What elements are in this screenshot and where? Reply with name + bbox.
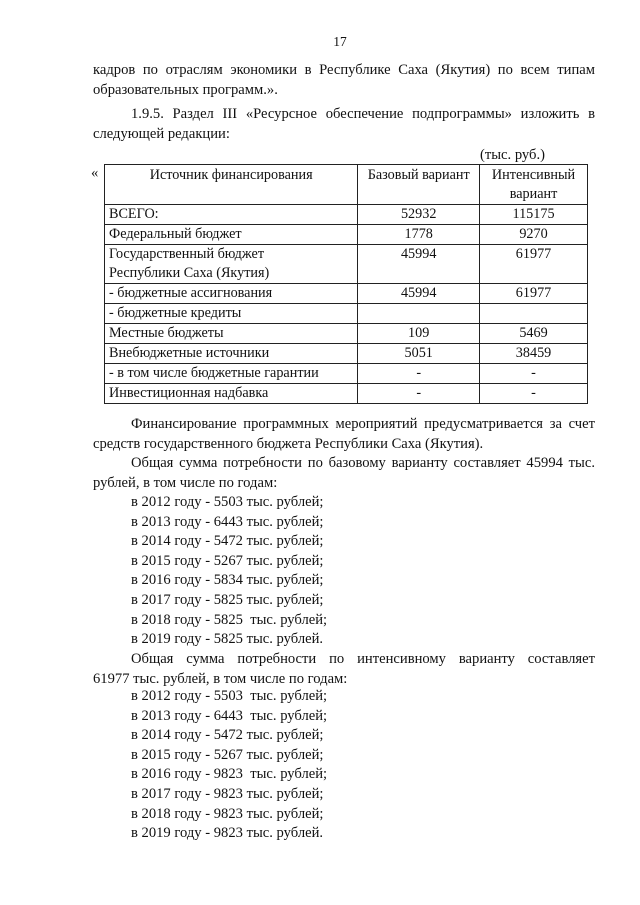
section-line-2: следующей редакции: (93, 126, 230, 142)
list-item: в 2019 году - 9823 тыс. рублей. (131, 825, 324, 842)
row-intensive: 61977 (480, 245, 588, 284)
intro-line-1: кадров по отраслям экономики в Республике Саха (Якутия) по всем типам (93, 62, 595, 78)
list-item: в 2018 году - 5825 тыс. рублей; (131, 611, 328, 628)
list-item: в 2015 году - 5267 тыс. рублей; (131, 746, 324, 763)
list-item: в 2013 году - 6443 тыс. рублей; (131, 707, 328, 724)
header-intensive (480, 165, 588, 205)
list-item: в 2014 году - 5472 тыс. рублей; (131, 533, 324, 550)
list-item: в 2013 году - 6443 тыс. рублей; (131, 513, 324, 530)
table-row (105, 344, 588, 364)
section-line-1: 1.9.5. Раздел III «Ресурсное обеспечение подпрограммы» изложить в (131, 106, 595, 122)
row-source: Инвестиционная надбавка (105, 384, 358, 404)
unit-note: (тыс. руб.) (480, 147, 545, 163)
table-row (105, 384, 588, 404)
list-item: в 2019 году - 5825 тыс. рублей. (131, 631, 324, 648)
header-intensive-line2: вариант (509, 186, 558, 202)
row-base: 45994 (358, 245, 480, 284)
header-intensive-line1: Интенсивный (491, 167, 576, 183)
financing-table (104, 164, 588, 404)
row-intensive: - (480, 364, 588, 384)
row-source: - бюджетные ассигнования (105, 284, 358, 304)
row-source: ВСЕГО: (105, 205, 358, 225)
base-years-list (131, 493, 327, 650)
list-item: в 2016 году - 9823 тыс. рублей; (131, 766, 328, 783)
row-source: - бюджетные кредиты (105, 304, 358, 324)
table-row (105, 225, 588, 245)
intensive-years-list (131, 687, 327, 844)
table-row (105, 205, 588, 225)
intro-paragraph (93, 60, 595, 100)
list-item: в 2018 году - 9823 тыс. рублей; (131, 805, 324, 822)
row-source: Местные бюджеты (105, 324, 358, 344)
row-source-line2: Республики Саха (Якутия) (109, 265, 270, 281)
row-base: 1778 (358, 225, 480, 245)
intensive-total-paragraph (93, 649, 595, 689)
base-total-paragraph (93, 453, 595, 493)
list-item: в 2016 году - 5834 тыс. рублей; (131, 572, 324, 589)
row-source (105, 245, 358, 284)
table-row (105, 284, 588, 304)
row-base (358, 304, 480, 324)
row-base: - (358, 384, 480, 404)
row-base: 109 (358, 324, 480, 344)
row-source-line1: Государственный бюджет (109, 246, 265, 262)
financing-line-2: средств государственного бюджета Республики Саха (Якутия). (93, 436, 484, 452)
header-base: Базовый вариант (358, 165, 480, 205)
intensive-total-line-2: 61977 тыс. рублей, в том числе по годам: (93, 671, 348, 687)
list-item: в 2012 году - 5503 тыс. рублей; (131, 494, 324, 510)
financing-paragraph (93, 414, 595, 454)
table-row (105, 245, 588, 284)
table-row (105, 304, 588, 324)
row-source: Федеральный бюджет (105, 225, 358, 245)
list-item: в 2012 году - 5503 тыс. рублей; (131, 688, 328, 704)
row-intensive: 9270 (480, 225, 588, 245)
list-item: в 2014 году - 5472 тыс. рублей; (131, 727, 324, 744)
base-total-line-1: Общая сумма потребности по базовому варианту составляет 45994 тыс. (131, 455, 595, 471)
row-source: Внебюджетные источники (105, 344, 358, 364)
intro-line-2: образовательных программ.». (93, 82, 278, 98)
row-intensive: 115175 (480, 205, 588, 225)
table-header-row (105, 165, 588, 205)
row-intensive: - (480, 384, 588, 404)
financing-line-1: Финансирование программных мероприятий предусматривается за счет (131, 416, 595, 432)
row-intensive: 38459 (480, 344, 588, 364)
row-base: - (358, 364, 480, 384)
section-paragraph (93, 104, 595, 144)
table-row (105, 364, 588, 384)
row-base: 52932 (358, 205, 480, 225)
row-base: 5051 (358, 344, 480, 364)
header-source: Источник финансирования (105, 165, 358, 205)
row-intensive: 61977 (480, 284, 588, 304)
page-number: 17 (333, 34, 347, 49)
list-item: в 2017 году - 9823 тыс. рублей; (131, 785, 324, 802)
list-item: в 2015 году - 5267 тыс. рублей; (131, 552, 324, 569)
base-total-line-2: рублей, в том числе по годам: (93, 475, 278, 491)
row-intensive (480, 304, 588, 324)
row-source: - в том числе бюджетные гарантии (105, 364, 358, 384)
intensive-total-line-1: Общая сумма потребности по интенсивному варианту составляет (131, 651, 595, 667)
list-item: в 2017 году - 5825 тыс. рублей; (131, 591, 324, 608)
row-intensive: 5469 (480, 324, 588, 344)
table-row (105, 324, 588, 344)
open-quote: « (91, 165, 99, 181)
row-base: 45994 (358, 284, 480, 304)
